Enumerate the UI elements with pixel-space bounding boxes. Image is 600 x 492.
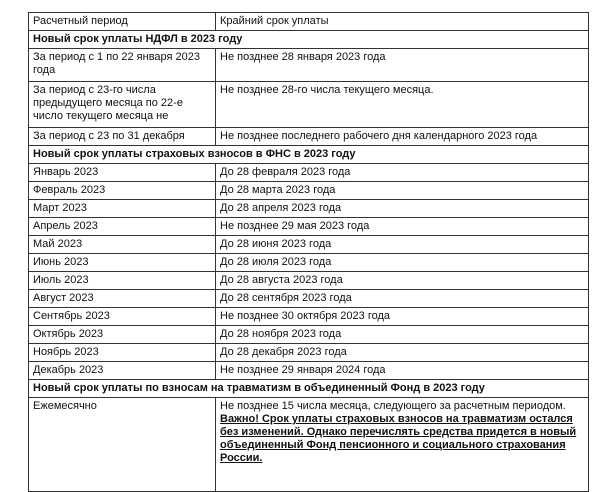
table-row: [29, 254, 589, 272]
deadline-cell: Не позднее 29 мая 2023 года: [216, 218, 589, 236]
header-period: Расчетный период: [29, 13, 216, 31]
deadline-cell: Не позднее 28-го числа текущего месяца.: [216, 82, 589, 128]
table-header-row: [29, 13, 589, 31]
period-cell: За период с 23-го числа предыдущего месяца по 22-е число текущего месяца не: [29, 82, 216, 128]
table-row: [29, 362, 589, 380]
period-cell: Октябрь 2023: [29, 326, 216, 344]
warning-note: Важно! Срок уплаты страховых взносов на травматизм остался без изменений. Однако перечислять средства придется в новый объединенный Фонд пенсионного и социального страхования России.: [220, 413, 577, 464]
deadline-cell: До 28 июля 2023 года: [216, 254, 589, 272]
table-row: [29, 128, 589, 146]
deadline-cell: До 28 апреля 2023 года: [216, 200, 589, 218]
table-row: [29, 236, 589, 254]
table-row: [29, 272, 589, 290]
section-injury-title: Новый срок уплаты по взносам на травматизм в объединенный Фонд в 2023 году: [29, 380, 589, 398]
period-cell: За период с 23 по 31 декабря: [29, 128, 216, 146]
table-row: [29, 200, 589, 218]
deadline-cell: Не позднее 29 января 2024 года: [216, 362, 589, 380]
deadline-cell: Не позднее 28 января 2023 года: [216, 49, 589, 82]
section-ndfl-title: Новый срок уплаты НДФЛ в 2023 году: [29, 31, 589, 49]
deadline-cell: До 28 ноября 2023 года: [216, 326, 589, 344]
deadline-text: Не позднее 15 числа месяца, следующего за расчетным периодом.: [220, 400, 566, 412]
deadline-cell: Не позднее 30 октября 2023 года: [216, 308, 589, 326]
period-cell: Март 2023: [29, 200, 216, 218]
period-cell: Август 2023: [29, 290, 216, 308]
period-cell: За период с 1 по 22 января 2023 года: [29, 49, 216, 82]
table-row: [29, 49, 589, 82]
deadline-cell: До 28 июня 2023 года: [216, 236, 589, 254]
deadline-cell: Не позднее последнего рабочего дня календарного 2023 года: [216, 128, 589, 146]
deadline-cell: До 28 августа 2023 года: [216, 272, 589, 290]
section-injury-header: [29, 380, 589, 398]
deadline-cell: До 28 декабря 2023 года: [216, 344, 589, 362]
table-row: [29, 182, 589, 200]
table-row: [29, 290, 589, 308]
header-deadline: Крайний срок уплаты: [216, 13, 589, 31]
document-page: [28, 12, 588, 492]
period-cell: Январь 2023: [29, 164, 216, 182]
period-cell: Февраль 2023: [29, 182, 216, 200]
section-fns-header: [29, 146, 589, 164]
table-row: [29, 218, 589, 236]
table-row: [29, 398, 589, 492]
period-cell: Июль 2023: [29, 272, 216, 290]
payment-deadlines-table: [28, 12, 589, 492]
table-row: [29, 326, 589, 344]
period-cell: Апрель 2023: [29, 218, 216, 236]
period-cell: Сентябрь 2023: [29, 308, 216, 326]
deadline-cell: До 28 марта 2023 года: [216, 182, 589, 200]
table-row: [29, 82, 589, 128]
period-cell: Июнь 2023: [29, 254, 216, 272]
deadline-cell: До 28 сентября 2023 года: [216, 290, 589, 308]
period-cell: Май 2023: [29, 236, 216, 254]
table-row: [29, 344, 589, 362]
table-row: [29, 308, 589, 326]
section-ndfl-header: [29, 31, 589, 49]
period-cell: Ежемесячно: [29, 398, 216, 492]
period-cell: Ноябрь 2023: [29, 344, 216, 362]
deadline-cell: До 28 февраля 2023 года: [216, 164, 589, 182]
table-row: [29, 164, 589, 182]
section-fns-title: Новый срок уплаты страховых взносов в ФНС в 2023 году: [29, 146, 589, 164]
period-cell: Декабрь 2023: [29, 362, 216, 380]
deadline-cell: [216, 398, 589, 492]
